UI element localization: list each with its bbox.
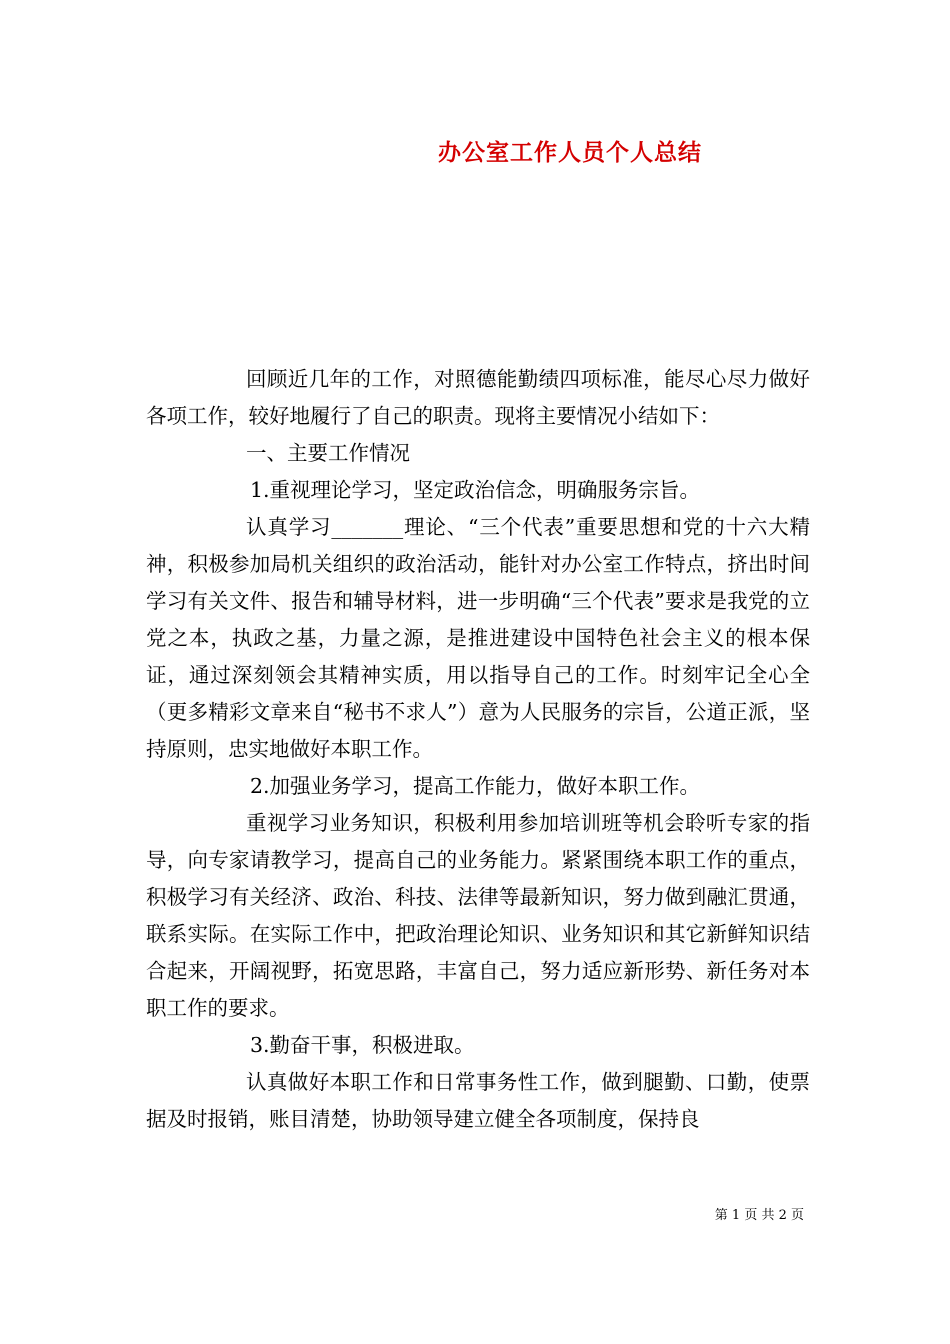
subheading-2: 2.加强业务学习，提高工作能力，做好本职工作。 <box>250 774 701 798</box>
subheading-3: 3.勤奋干事，积极进取。 <box>250 1033 475 1057</box>
document-body <box>146 361 810 1138</box>
page-footer: 第 1 页 共 2 页 <box>714 1208 804 1223</box>
section-heading: 一、主要工作情况 <box>246 441 410 465</box>
paragraph-1: 认真学习_______理论、“三个代表”重要思想和党的十六大精神，积极参加局机关组织的政治活动，能针对办公室工作特点，挤出时间学习有关文件、报告和辅导材料，进一步明确“三个代表”要求是我党的立党之本，执政之基，力量之源，是推进建设中国特色社会主义的根本保证，通过深刻领会其精神实质，用以指导自己的工作。时刻牢记全心全（更多精彩文章来自“秘书不求人”）意为人民服务的宗旨，公道正派，坚持原则，忠实地做好本职工作。 <box>146 515 810 761</box>
subheading-1: 1.重视理论学习，坚定政治信念，明确服务宗旨。 <box>250 478 701 502</box>
document-title: 办公室工作人员个人总结 <box>438 139 702 166</box>
paragraph-3: 认真做好本职工作和日常事务性工作，做到腿勤、口勤，使票据及时报销，账目清楚，协助领导建立健全各项制度，保持良 <box>146 1070 810 1131</box>
paragraph-intro: 回顾近几年的工作，对照德能勤绩四项标准，能尽心尽力做好各项工作，较好地履行了自己的职责。现将主要情况小结如下： <box>146 367 810 428</box>
paragraph-2: 重视学习业务知识，积极利用参加培训班等机会聆听专家的指导，向专家请教学习，提高自己的业务能力。紧紧围绕本职工作的重点，积极学习有关经济、政治、科技、法律等最新知识，努力做到融汇贯通，联系实际。在实际工作中，把政治理论知识、业务知识和其它新鲜知识结合起来，开阔视野，拓宽思路，丰富自己，努力适应新形势、新任务对本职工作的要求。 <box>146 811 810 1020</box>
